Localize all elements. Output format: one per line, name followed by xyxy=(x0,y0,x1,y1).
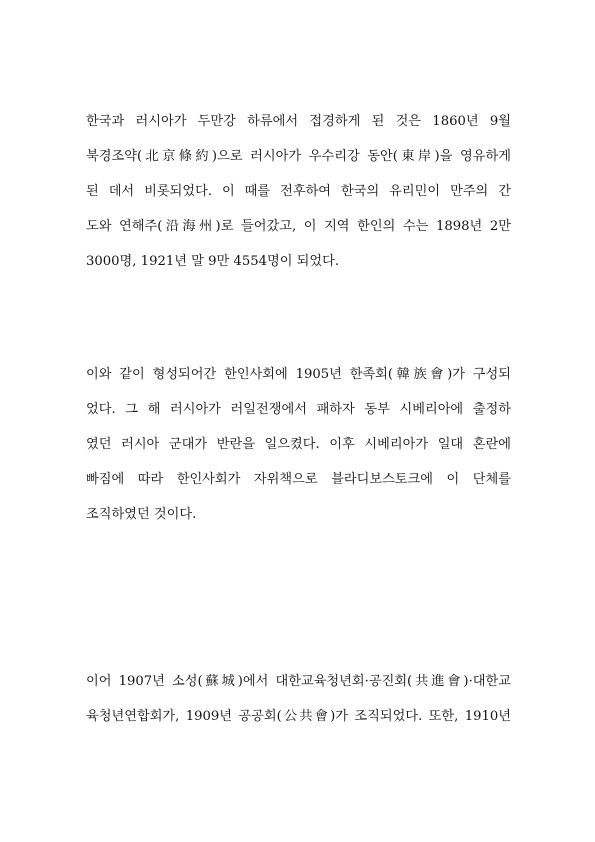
paragraph-1 xyxy=(86,104,511,279)
paragraph-line: 이와 같이 형성되어간 한인사회에 1905년 한족회(韓族會)가 구성되 xyxy=(86,367,511,382)
paragraph-line: 육청년연합회가, 1909년 공공회(公共會)가 조직되었다. 또한, 1910년 xyxy=(86,709,511,724)
paragraph-line: 였던 러시아 군대가 반란을 일으켰다. 이후 시베리아가 일대 혼란에 xyxy=(86,437,511,452)
paragraph-line: 었다. 그 해 러시아가 러일전쟁에서 패하자 동부 시베리아에 출정하 xyxy=(86,402,511,417)
paragraph-line: 빠짐에 따라 한인사회가 자위책으로 블라디보스토크에 이 단체를 xyxy=(86,472,511,487)
paragraph-line: 이어 1907년 소성(蘇城)에서 대한교육청년회·공진회(共進會)·대한교 xyxy=(86,674,511,689)
paragraph-2 xyxy=(86,357,511,532)
paragraph-line: 한국과 러시아가 두만강 하류에서 접경하게 된 것은 1860년 9월 xyxy=(86,114,511,129)
paragraph-line: 조직하였던 것이다. xyxy=(86,507,197,522)
paragraph-line: 된 데서 비롯되었다. 이 때를 전후하여 한국의 유리민이 만주의 간 xyxy=(86,184,511,199)
paragraph-line: 도와 연해주(沿海州)로 들어갔고, 이 지역 한인의 수는 1898년 2만 xyxy=(86,219,511,234)
paragraph-line: 3000명, 1921년 말 9만 4554명이 되었다. xyxy=(86,254,340,269)
paragraph-line: 북경조약(北京條約)으로 러시아가 우수리강 동안(東岸)을 영유하게 xyxy=(86,149,511,164)
paragraph-3 xyxy=(86,664,511,734)
